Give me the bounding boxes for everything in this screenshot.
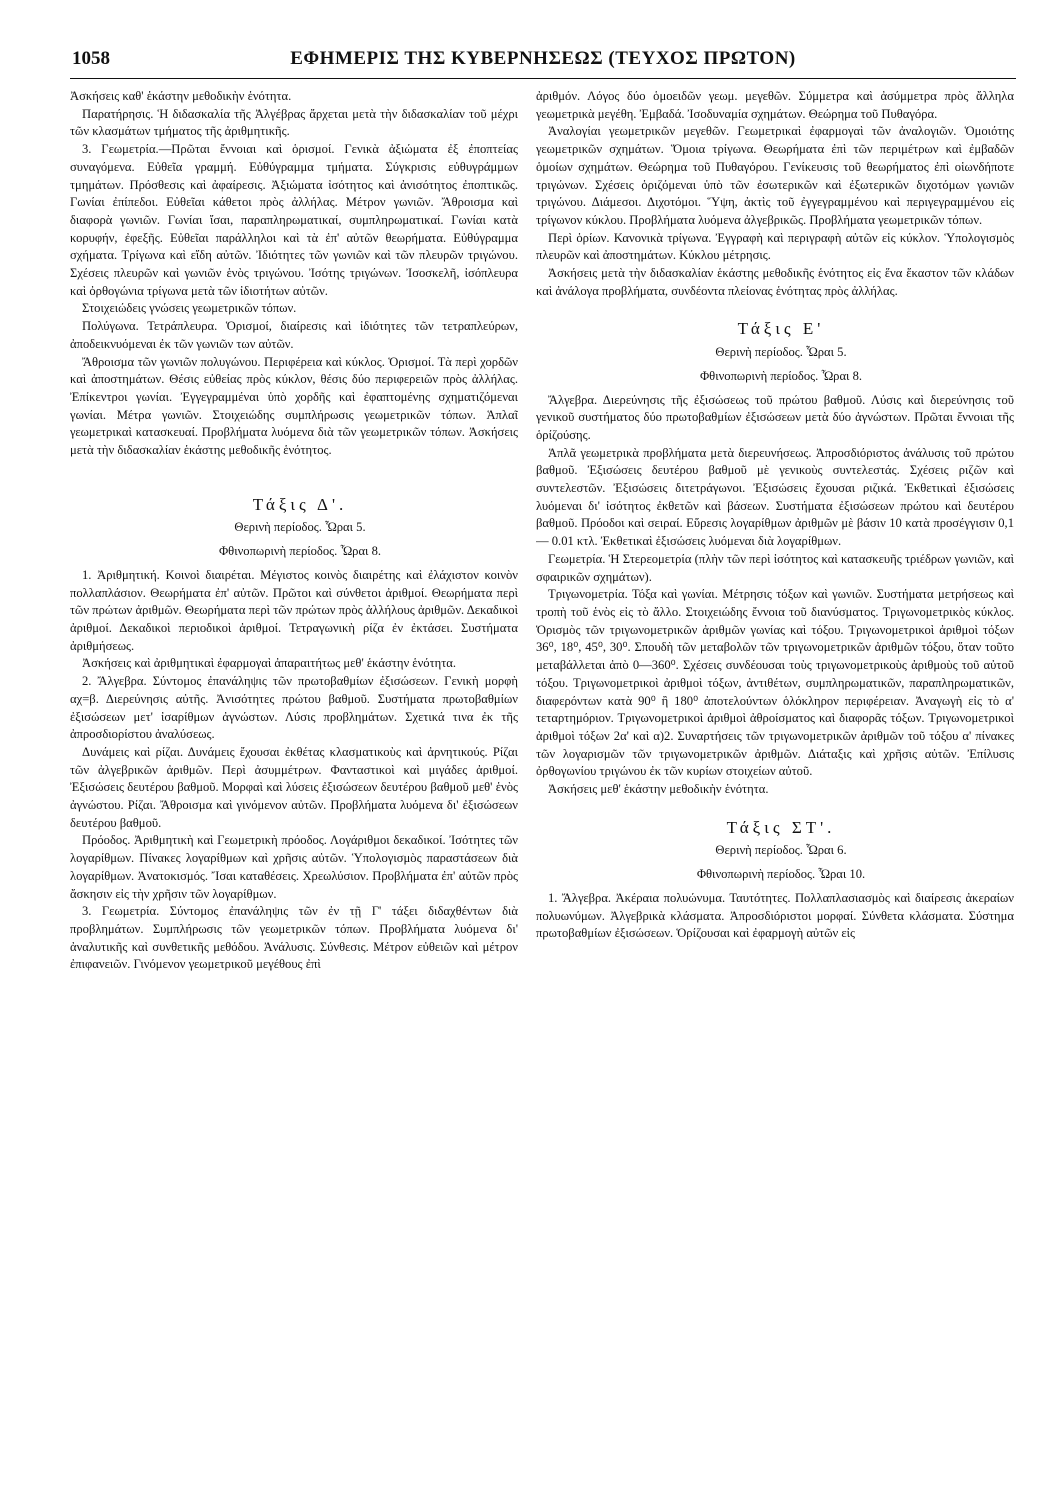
circle-paragraph: Ἄθροισμα τῶν γωνιῶν πολυγώνου. Περιφέρεια καὶ κύκλος. Ὁρισμοί. Τὰ περὶ χορδῶν καὶ ἀποστημάτων. Θέσις εὐθείας πρὸς κύκλον, θέσις δύο περιφερειῶν πρὸς ἀλλήλας. Ἐπίκεντροι γωνίαι. Ἐγγεγραμμέναι ὑπὸ χορδῆς καὶ ἐφαπτομένης σχηματιζόμεναι γωνίαι. Μέτρα γωνιῶν. Στοιχειώδης συμπλήρωσις γεωμετρικῶν τόπων. Ἁπλαῖ γεωμετρικαὶ κατασκευαί. Προβλήματα λυόμενα διὰ τῶν γεωμετρικῶν τόπων. Ἀσκήσεις μετὰ τὴν διδασκαλίαν ἑκάστης μεθοδικῆς ἑνότητος. — [70, 354, 518, 458]
right-column — [536, 88, 1014, 1478]
class-d-summer-hours: Θερινὴ περίοδος. Ὧραι 5. — [234, 520, 366, 535]
exercises-paragraph: Ἀσκήσεις μετὰ τὴν διδασκαλίαν ἑκάστης μεθοδικῆς ἑνότητος εἰς ἕνα ἕκαστον τῶν κλάδων καὶ ἀνάλογα προβλήματα, συνδέοντα πλείονας ἑνότητας πρὸς ἀλλήλας. — [536, 266, 1014, 298]
exercises-note: Ἀσκήσεις καθ' ἑκάστην μεθοδικὴν ἑνότητα. — [70, 89, 292, 103]
class-d-heading: Τάξις Δ'. — [252, 494, 348, 514]
polygons-paragraph: Πολύγωνα. Τετράπλευρα. Ὁρισμοί, διαίρεσις καὶ ἰδιότητες τῶν τετραπλεύρων, ἀποδεικνυόμεναι ἐκ τῶν γωνιῶν των αὐτῶν. — [70, 319, 518, 351]
algebra-e-paragraph: Ἄλγεβρα. Διερεύνησις τῆς ἐξισώσεως τοῦ πρώτου βαθμοῦ. Λύσις καὶ διερεύνησις τοῦ γενικοῦ συστήματος δύο πρωτοβαθμίων ἐξισώσεων μετὰ δύο ἀγνώστων. Πρῶται ἔννοιαι τῆς ὁρίζούσης. — [536, 392, 1014, 442]
problems-e-paragraph: Ἁπλᾶ γεωμετρικὰ προβλήματα μετὰ διερευνήσεως. Ἀπροσδιόριστος ἀνάλυσις τοῦ πρώτου βαθμοῦ. Ἐξισώσεις δευτέρου βαθμοῦ μὲ γενικοὺς συντελεστάς. Σχέσεις ριζῶν καὶ συντελεστῶν. Ἐξισώσεις διτετράγωνοι. Ἐξισώσεις ἔχουσαι ριζικά. Ἐκθετικαὶ ἐξισώσεις λυόμεναι δι' ἰσότητος ἐκθετῶν καὶ βάσεων. Συστήματα ἐξισώσεων πρώτου καὶ δευτέρου βαθμοῦ. Πρόοδοι καὶ σειραί. Εὕρεσις λογαρίθμων ἀριθμῶν μὲ βάσιν 10 κατὰ προσέγγισιν 0,1— 0.01 κτλ. Ἐκθετικαὶ ἐξισώσεις λυόμεναι διὰ λογαρίθμων. — [536, 445, 1014, 549]
loci-paragraph: Στοιχειώδεις γνώσεις γεωμετρικῶν τόπων. — [82, 301, 297, 316]
class-st-heading: Τάξις ΣΤ'. — [726, 817, 836, 837]
arithmetic-exercises: Ἀσκήσεις καὶ ἀριθμητικαὶ ἐφαρμογαὶ ἀπαραιτήτως μεθ' ἑκάστην ἑνότητα. — [82, 656, 457, 671]
class-st-summer-hours: Θερινὴ περίοδος. Ὧραι 6. — [715, 843, 847, 858]
class-d-autumn-hours: Φθινοπωρινὴ περίοδος. Ὧραι 8. — [218, 544, 382, 559]
class-e-heading: Τάξις Ε' — [737, 319, 825, 339]
class-st-autumn-hours: Φθινοπωρινὴ περίοδος. Ὧραι 10. — [696, 867, 866, 882]
arithmetic-paragraph: 1. Ἀριθμητική. Κοινοὶ διαιρέται. Μέγιστος κοινὸς διαιρέτης καὶ ἐλάχιστον κοινὸν πολλαπλάσιον. Θεωρήματα ἐπ' αὐτῶν. Πρῶτοι καὶ σύνθετοι ἀριθμοί. Θεωρήματα περὶ τῶν πρώτων ἀριθμῶν. Θεωρήματα περὶ τῶν πρώτων πρὸς ἀλλήλους ἀριθμῶν. Δεκαδικοὶ ἀριθμοί. Δεκαδικοὶ περιοδικοὶ ἀριθμοί. Τετραγωνικὴ ρίζα ἐν ἐκτάσει. Συστήματα ἀριθμήσεως. — [70, 567, 518, 653]
progression-paragraph: Πρόοδος. Ἀριθμητικὴ καὶ Γεωμετρικὴ πρόοδος. Λογάριθμοι δεκαδικοί. Ἰσότητες τῶν λογαρίθμων. Πίνακες λογαρίθμων καὶ χρῆσις αὐτῶν. Ὑπολογισμὸς παραστάσεων διὰ λογαρίθμων. Ἀνατοκισμός. Ἴσαι καταθέσεις. Χρεωλύσιον. Προβλήματα ἐπ' αὐτῶν πρὸς ἄσκησιν εἰς τὴν χρῆσιν τῶν λογαρίθμων. — [70, 833, 518, 901]
trigonometry-paragraph: Τριγωνομετρία. Τόξα καὶ γωνίαι. Μέτρησις τόξων καὶ γωνιῶν. Συστήματα μετρήσεως καὶ τροπὴ τοῦ ἑνὸς εἰς τὸ ἄλλο. Στοιχειώδης ἔννοια τοῦ διανύσματος. Τριγωνομετρικὸς κύκλος. Ὁρισμὸς τῶν τριγωνομετρικῶν ἀριθμῶν γωνίας καὶ τόξου. Τριγωνομετρικοὶ ἀριθμοὶ τόξων 36⁰, 18⁰, 45⁰, 30⁰. Σπουδὴ τῶν μεταβολῶν τῶν τριγωνομετρικῶν ἀριθμῶν τόξου, ὅταν τοῦτο μεταβάλλεται ἀπὸ 0—360⁰. Σχέσεις συνδέουσαι τοὺς τριγωνομετρικοὺς ἀριθμοὺς τοῦ αὐτοῦ τόξου. Τριγωνομετρικοὶ ἀριθμοὶ τόξων, ἀντιθέτων, συμπληρωματικῶν, παραπληρωματικῶν, διαφερόντων κατὰ 90⁰ ἢ 180⁰ ἀποτελούντων ὁλόκληρον περιφέρειαν. Ἀναγωγὴ εἰς τὸ α' τεταρτημόριον. Τριγωνομετρικοὶ ἀριθμοὶ ἀθροίσματος καὶ διαφορᾶς τόξων. Τριγωνομετρικοὶ ἀριθμοὶ τόξων 2α' καὶ α)2. Συναρτήσεις τῶν τριγωνομετρικῶν ἀριθμῶν τοῦ τόξου α' πίνακες τῶν λογαρισμῶν τῶν τριγωνομετρικῶν ἀριθμῶν. Διάταξις καὶ χρῆσις αὐτῶν. Ἐπίλυσις ὀρθογωνίου τριγώνου ἐκ τῶν κυρίων στοιχείων αὐτοῦ. — [536, 587, 1014, 779]
geometry-d-paragraph: 3. Γεωμετρία. Σύντομος ἐπανάληψις τῶν ἐν τῇ Γ' τάξει διδαχθέντων διὰ προβλημάτων. Συμπλήρωσις τῶν γεωμετρικῶν τόπων. Προβλήματα λυόμενα δι' ἀναλυτικῆς καὶ συνθετικῆς μεθόδου. Ἀνάλυσις. Σύνθεσις. Μέτρον εὐθειῶν καὶ μέτρον ἐπιφανειῶν. Γινόμενον γεωμετρικοῦ μεγέθους ἐπὶ — [70, 904, 518, 972]
running-title: ΕΦΗΜΕΡΙΣ ΤΗΣ ΚΥΒΕΡΝΗΣΕΩΣ (ΤΕΥΧΟΣ ΠΡΩΤΟΝ) — [290, 48, 796, 69]
left-column — [70, 88, 518, 1478]
page-number: 1058 — [72, 48, 110, 69]
page-header — [70, 44, 1016, 79]
limits-paragraph: Περὶ ὁρίων. Κανονικὰ τρίγωνα. Ἐγγραφὴ καὶ περιγραφὴ αὐτῶν εἰς κύκλον. Ὑπολογισμὸς πλευρῶν καὶ ἀποστημάτων. Κύκλου μέτρησις. — [536, 230, 1014, 263]
remark-paragraph: Παρατήρησις. Ἡ διδασκαλία τῆς Ἀλγέβρας ἄρχεται μετὰ τὴν διδασκαλίαν τοῦ μέχρι τῶν κλασμάτων τμήματος τῆς ἀριθμητικῆς. — [70, 106, 518, 139]
ratio-paragraph: ἀριθμόν. Λόγος δύο ὁμοειδῶν γεωμ. μεγεθῶν. Σύμμετρα καὶ ἀσύμμετρα πρὸς ἄλληλα γεωμετρικὰ μεγέθη. Ἐμβαδά. Ἰσοδυναμία σχημάτων. Θεώρημα τοῦ Πυθαγόρα. — [536, 89, 1014, 121]
geometry-paragraph: 3. Γεωμετρία.—Πρῶται ἔννοιαι καὶ ὁρισμοί. Γενικὰ ἀξιώματα ἐξ ἐποπτείας συναγόμενα. Εὐθεῖα γραμμή. Εὐθύγραμμα τμήματα. Σύγκρισις εὐθυγράμμων τμημάτων. Πρόσθεσις καὶ ἀφαίρεσις. Ἀξιώματα ἰσότητος καὶ ἀνισότητος ἐποπτικῶς. Γωνίαι ἐπίπεδοι. Εὐθεῖαι κάθετοι πρὸς ἀλλήλας. Μέτρον γωνιῶν. Ἄθροισμα καὶ διαφορὰ γωνιῶν. Γωνίαι ἴσαι, παραπληρωματικαί, συμπληρωματικαί. Γωνίαι κατὰ κορυφήν, ἐφεξῆς. Εὐθεῖαι παράλληλοι καὶ τὰ ἐπ' αὐτῶν θεωρήματα. Εὐθύγραμμα σχήματα. Τρίγωνα καὶ εἴδη αὐτῶν. Ἰδιότητες τῶν γωνιῶν καὶ τῶν πλευρῶν τριγώνου. Σχέσεις πλευρῶν καὶ γωνιῶν ἑνὸς τριγώνου. Ἰσότης τριγώνων. Ἰσοσκελῆ, ἰσόπλευρα καὶ ὀρθογώνια τρίγωνα μετὰ τῶν ἰδιοτήτων αὐτῶν. — [70, 142, 518, 298]
algebra-st-paragraph: 1. Ἄλγεβρα. Ἀκέραια πολυώνυμα. Ταυτότητες. Πολλαπλασιασμὸς καὶ διαίρεσις ἀκεραίων πολυωνύμων. Ἀλγεβρικὰ κλάσματα. Ἀπροσδιόριστοι μορφαί. Σύνθετα κλάσματα. Σύστημα πρωτοβαθμίων ἐξισώσεων. Ὁρίζουσαι καὶ ἐφαρμογὴ αὐτῶν εἰς — [536, 890, 1014, 941]
class-e-summer-hours: Θερινὴ περίοδος. Ὧραι 5. — [715, 345, 847, 360]
powers-roots-paragraph: Δυνάμεις καὶ ρίζαι. Δυνάμεις ἔχουσαι ἐκθέτας κλασματικοὺς καὶ ἀρνητικούς. Ρίζαι τῶν ἀλγεβρικῶν ἀριθμῶν. Περὶ ἀσυμμέτρων. Φανταστικοὶ καὶ μιγάδες ἀριθμοί. Ἐξισώσεις δευτέρου βαθμοῦ. Μορφαὶ καὶ λύσεις ἐξισώσεων δευτέρου βαθμοῦ μεθ' ἑνὸς ἀγνώστου. Ρίζαι. Ἄθροισμα καὶ γινόμενον αὐτῶν. Προβλήματα λυόμενα δι' ἐξισώσεων δευτέρου βαθμοῦ. — [70, 744, 518, 830]
exercises-e-paragraph: Ἀσκήσεις μεθ' ἑκάστην μεθοδικὴν ἑνότητα. — [548, 782, 769, 797]
algebra-paragraph: 2. Ἄλγεβρα. Σύντομος ἐπανάληψις τῶν πρωτοβαθμίων ἐξισώσεων. Γενικὴ μορφὴ αχ=β. Διερεύνησις αὐτῆς. Ἀνισότητες πρώτου βαθμοῦ. Συστήματα πρωτοβαθμίων ἐξισώσεων μετ' ἰσαρίθμων ἀγνώστων. Λύσις προβλημάτων. Σχετικά τινα ἐκ τῆς ἀπροσδιορίστου ἀναλύσεως. — [70, 674, 518, 742]
stereometry-paragraph: Γεωμετρία. Ἡ Στερεομετρία (πλὴν τῶν περὶ ἰσότητος καὶ κατασκευῆς τριέδρων γωνιῶν, καὶ σφαιρικῶν σχημάτων). — [536, 551, 1014, 584]
class-e-autumn-hours: Φθινοπωρινὴ περίοδος. Ὧραι 8. — [699, 368, 863, 383]
similarity-paragraph: Ἀναλογίαι γεωμετρικῶν μεγεθῶν. Γεωμετρικαὶ ἐφαρμογαὶ τῶν ἀναλογιῶν. Ὁμοιότης γεωμετρικῶν σχημάτων. Ὅμοια τρίγωνα. Θεωρήματα ἐπὶ τῶν περιμέτρων καὶ ἐμβαδῶν ὁμοίων σχημάτων. Θεώρημα τοῦ Πυθαγόρου. Γενίκευσις τοῦ θεωρήματος ἐπὶ οἱωνδήποτε τριγώνων. Σχέσεις ὁριζόμεναι ὑπὸ τῶν ἐσωτερικῶν καὶ ἐξωτερικῶν διχοτόμων γωνιῶν τριγώνου. Διάμεσοι. Διχοτόμοι. Ὕψη, ἀκτὶς τοῦ ἐγγεγραμμένου καὶ περιγεγραμμένου εἰς τρίγωνον κύκλου. Προβλήματα λυόμενα ἀλγεβρικῶς. Προβλήματα γεωμετρικῶν τόπων. — [536, 124, 1014, 227]
